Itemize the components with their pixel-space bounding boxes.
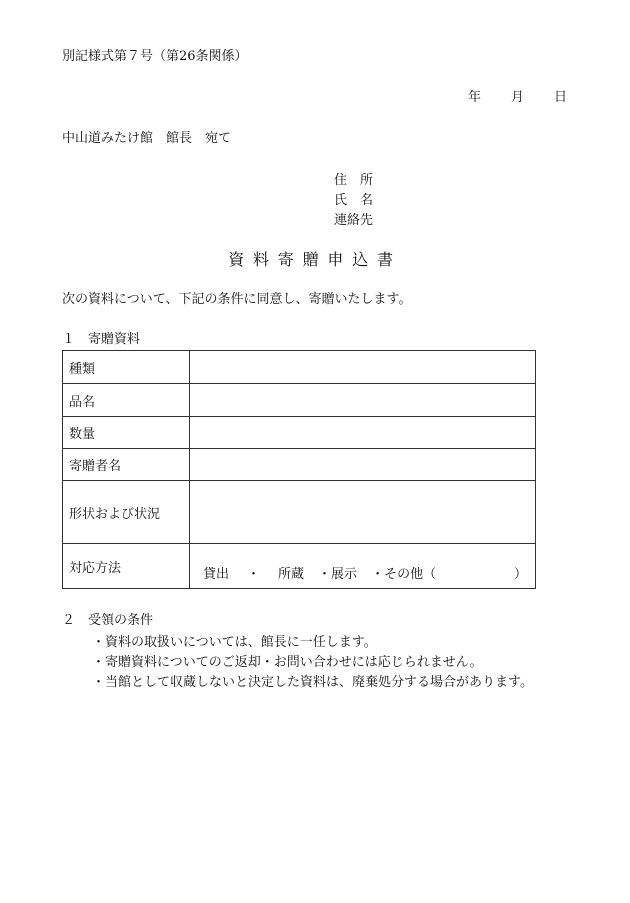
- handling-method-field: [190, 544, 536, 589]
- row-label-donor-name: 寄贈者名: [63, 449, 190, 481]
- option-other-close: ）: [513, 567, 527, 582]
- row-label-item-name: 品名: [63, 384, 190, 417]
- option-exhibit[interactable]: ・展示: [318, 567, 358, 582]
- row-label-condition: 形状および状況: [63, 481, 190, 544]
- section2-heading: ２ 受領の条件: [62, 613, 154, 628]
- row-label-handling-method: 対応方法: [63, 544, 190, 589]
- conditions-list: [92, 633, 533, 693]
- date-month: 月: [510, 90, 524, 105]
- name-label: 氏 名: [334, 193, 374, 208]
- table-row: [63, 449, 536, 481]
- form-number: 別記様式第７号（第26条関係）: [62, 49, 248, 64]
- table-row: [63, 544, 536, 589]
- table-row: [63, 481, 536, 544]
- address-label: 住 所: [334, 173, 374, 188]
- donor-name-field[interactable]: [190, 449, 536, 481]
- date-line: [468, 90, 567, 106]
- list-item: ・当館として収蔵しないと決定した資料は、廃棄処分する場合があります。: [92, 675, 533, 690]
- row-label-quantity: 数量: [63, 417, 190, 449]
- contact-label: 連絡先: [334, 213, 374, 228]
- date-year: 年: [467, 90, 481, 105]
- item-name-field[interactable]: [190, 384, 536, 417]
- list-item: ・資料の取扱いについては、館長に一任します。: [92, 635, 377, 650]
- option-collect[interactable]: 所蔵: [278, 567, 305, 582]
- quantity-field[interactable]: [190, 417, 536, 449]
- list-item: ・寄贈資料についてのご返却・お問い合わせには応じられません。: [92, 655, 483, 670]
- type-field[interactable]: [190, 351, 536, 384]
- option-lend[interactable]: 貸出: [203, 567, 230, 582]
- document-title: 資料寄贈申込書: [228, 250, 402, 269]
- addressee: 中山道みたけ館 館長 宛て: [62, 131, 232, 146]
- table-row: [63, 417, 536, 449]
- date-day: 日: [553, 90, 567, 105]
- table-row: [63, 351, 536, 384]
- option-other[interactable]: ・その他（: [371, 567, 437, 582]
- donation-materials-table: [62, 350, 536, 589]
- condition-field[interactable]: [190, 481, 536, 544]
- row-label-type: 種類: [63, 351, 190, 384]
- table-row: [63, 384, 536, 417]
- applicant-block: [334, 171, 373, 231]
- intro-text: 次の資料について、下記の条件に同意し、寄贈いたします。: [62, 292, 412, 307]
- section1-heading: １ 寄贈資料: [62, 332, 141, 347]
- option-separator: ・: [247, 567, 261, 582]
